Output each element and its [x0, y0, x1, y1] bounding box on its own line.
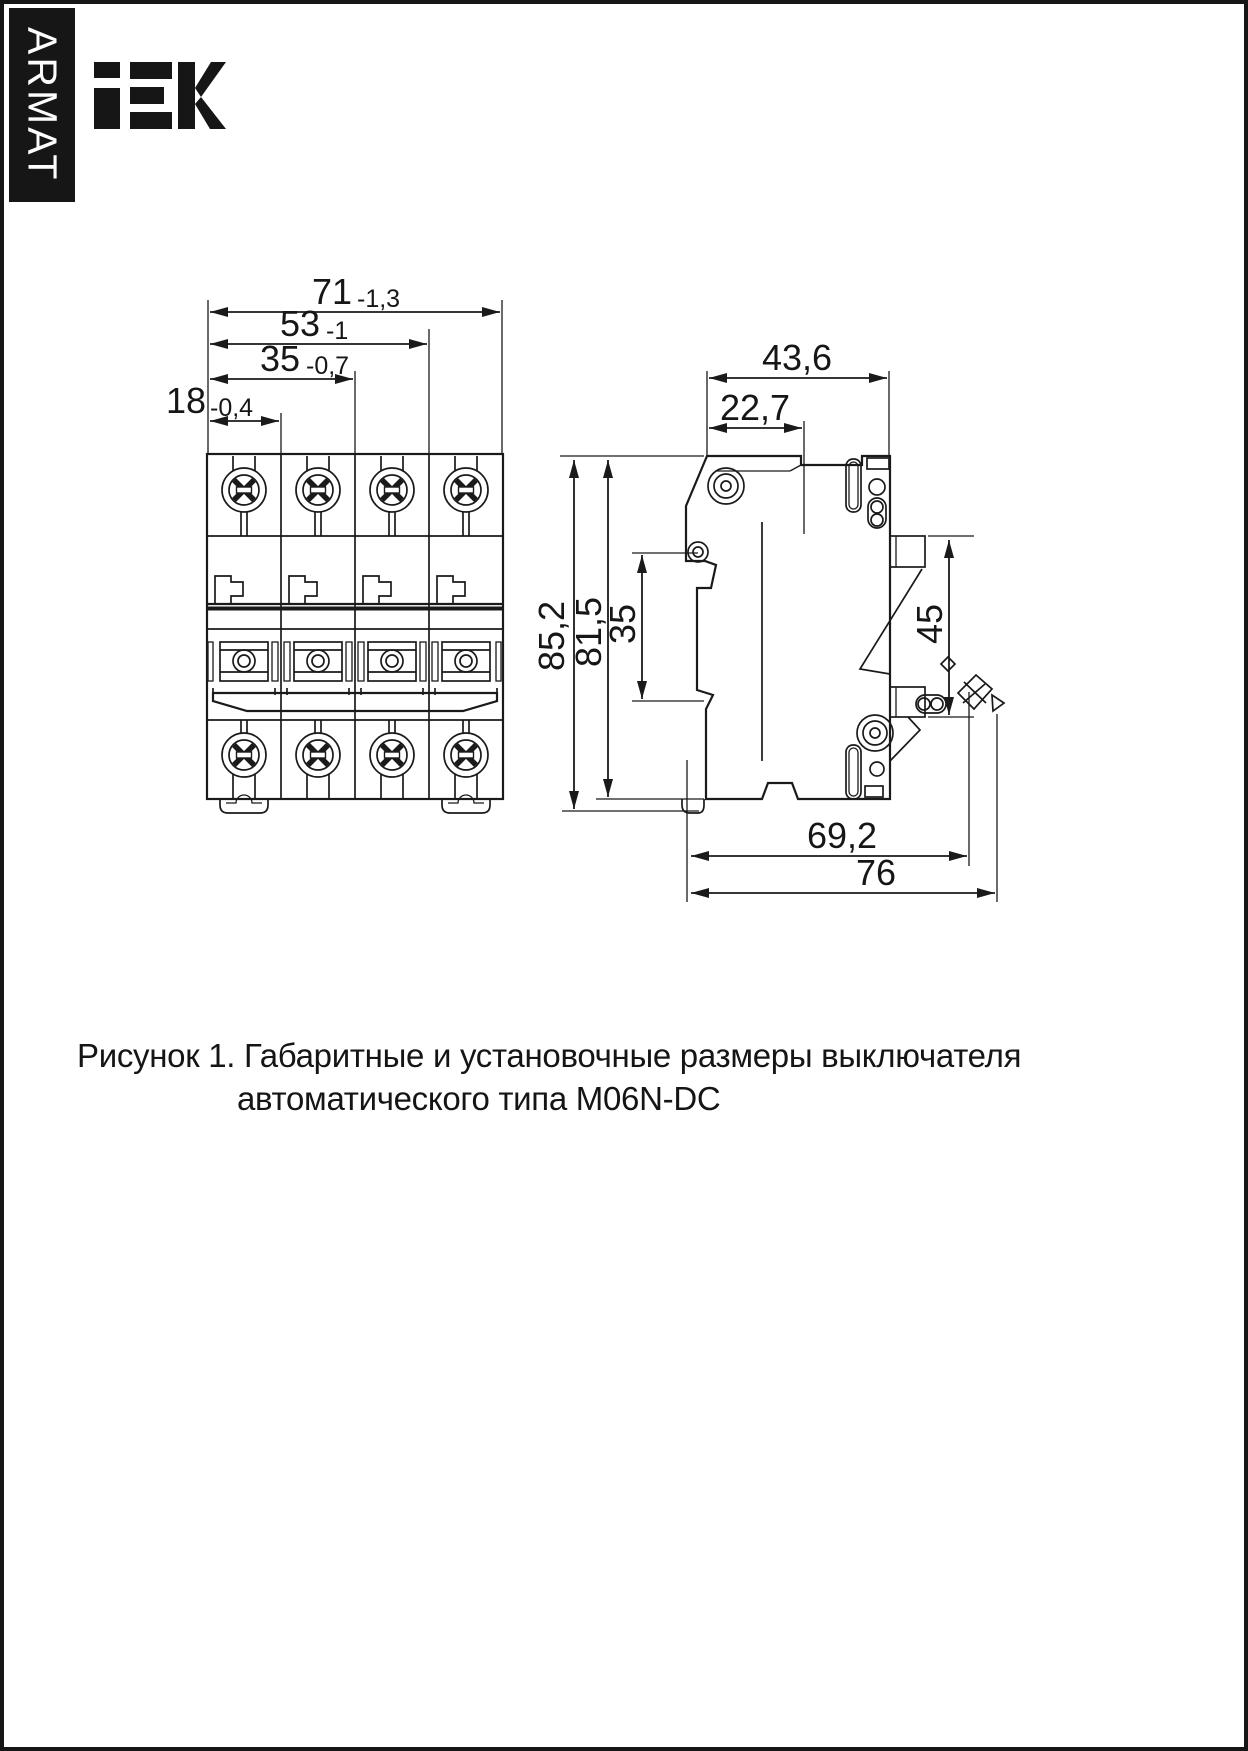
dim-front-35: 35 [259, 338, 300, 379]
dim-front-18-tol: -0,4 [210, 394, 254, 422]
side-view-dimensions [531, 337, 997, 902]
iek-logo [94, 62, 226, 129]
dim-side-height-body: 81,5 [568, 596, 609, 668]
dim-front-35-tol: -0,7 [306, 352, 350, 380]
dim-side-terminal-pitch: 45 [909, 603, 950, 645]
side-view-drawing [682, 456, 1004, 813]
dim-front-53: 53 [279, 303, 320, 344]
dim-front-53-tol: -1 [326, 317, 349, 345]
dim-front-18: 18 [166, 380, 207, 421]
front-view-dimensions [166, 271, 502, 454]
dim-side-height-total: 85,2 [531, 600, 572, 672]
figure-caption-line2: автоматического типа М06N-DC [237, 1080, 721, 1117]
dim-side-bottom-depth: 69,2 [806, 815, 878, 856]
dim-side-depth-total: 43,6 [761, 337, 833, 378]
figure-caption-line1: Рисунок 1. Габаритные и установочные размеры выключателя [77, 1037, 1022, 1074]
dim-front-71: 71 [311, 271, 352, 312]
figure-drawing [4, 4, 1248, 1751]
dim-front-71-tol: -1,3 [357, 285, 401, 313]
dim-side-depth-front: 22,7 [719, 387, 791, 428]
dim-side-bottom-total: 76 [855, 852, 897, 893]
brand-band-label: ARMAT [19, 27, 66, 183]
dim-side-front-tabs: 35 [602, 603, 643, 645]
